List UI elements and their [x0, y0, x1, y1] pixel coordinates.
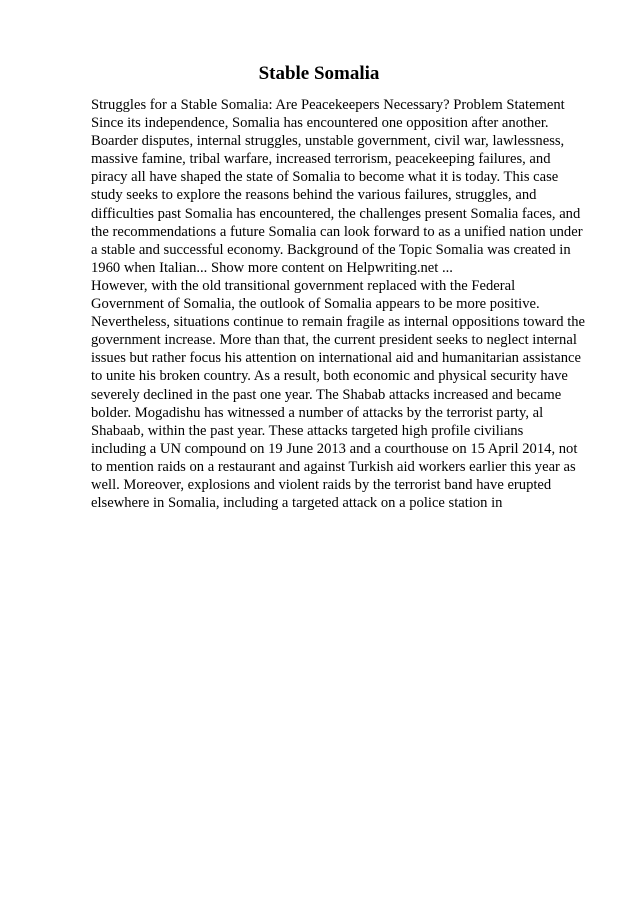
text-line: to mention raids on a restaurant and against Turkish aid workers earlier this year as — [91, 458, 576, 475]
text-line: Shabaab, within the past year. These attacks targeted high profile civilians — [91, 422, 524, 439]
text-line: Nevertheless, situations continue to remain fragile as internal oppositions toward the — [91, 314, 586, 331]
document-body — [91, 96, 591, 512]
text-line: to unite his broken country. As a result, both economic and physical security have — [91, 368, 568, 385]
text-line: the recommendations a future Somalia can look forward to as a unified nation under — [91, 223, 583, 240]
text-line: piracy all have shaped the state of Somalia to become what it is today. This case — [91, 169, 559, 186]
text-line: However, with the old transitional government replaced with the Federal — [91, 277, 516, 294]
text-line: difficulties past Somalia has encountered, the challenges present Somalia faces, and — [91, 205, 581, 222]
text-line: elsewhere in Somalia, including a targeted attack on a police station in — [91, 495, 503, 512]
text-line: Government of Somalia, the outlook of Somalia appears to be more positive. — [91, 296, 540, 313]
text-line: severely declined in the past one year. The Shabab attacks increased and became — [91, 386, 562, 403]
text-line: 1960 when Italian... Show more content on Helpwriting.net ... — [91, 259, 453, 276]
text-line: Struggles for a Stable Somalia: Are Peacekeepers Necessary? Problem Statement — [91, 97, 565, 113]
text-line: well. Moreover, explosions and violent raids by the terrorist band have erupted — [91, 476, 552, 493]
text-line: Since its independence, Somalia has encountered one opposition after another. — [91, 115, 549, 132]
text-line: including a UN compound on 19 June 2013 and a courthouse on 15 April 2014, not — [91, 440, 578, 457]
text-line: bolder. Mogadishu has witnessed a number of attacks by the terrorist party, al — [91, 404, 544, 421]
text-line: a stable and successful economy. Background of the Topic Somalia was created in — [91, 241, 571, 258]
page-title: Stable Somalia — [258, 63, 380, 84]
text-line: Boarder disputes, internal struggles, unstable government, civil war, lawlessness, — [91, 133, 565, 150]
text-line: issues but rather focus his attention on international aid and humanitarian assistance — [91, 350, 581, 367]
text-line: study seeks to explore the reasons behind the various failures, struggles, and — [91, 187, 537, 204]
text-line: government increase. More than that, the current president seeks to neglect internal — [91, 332, 577, 349]
text-line: massive famine, tribal warfare, increased terrorism, peacekeeping failures, and — [91, 151, 551, 168]
